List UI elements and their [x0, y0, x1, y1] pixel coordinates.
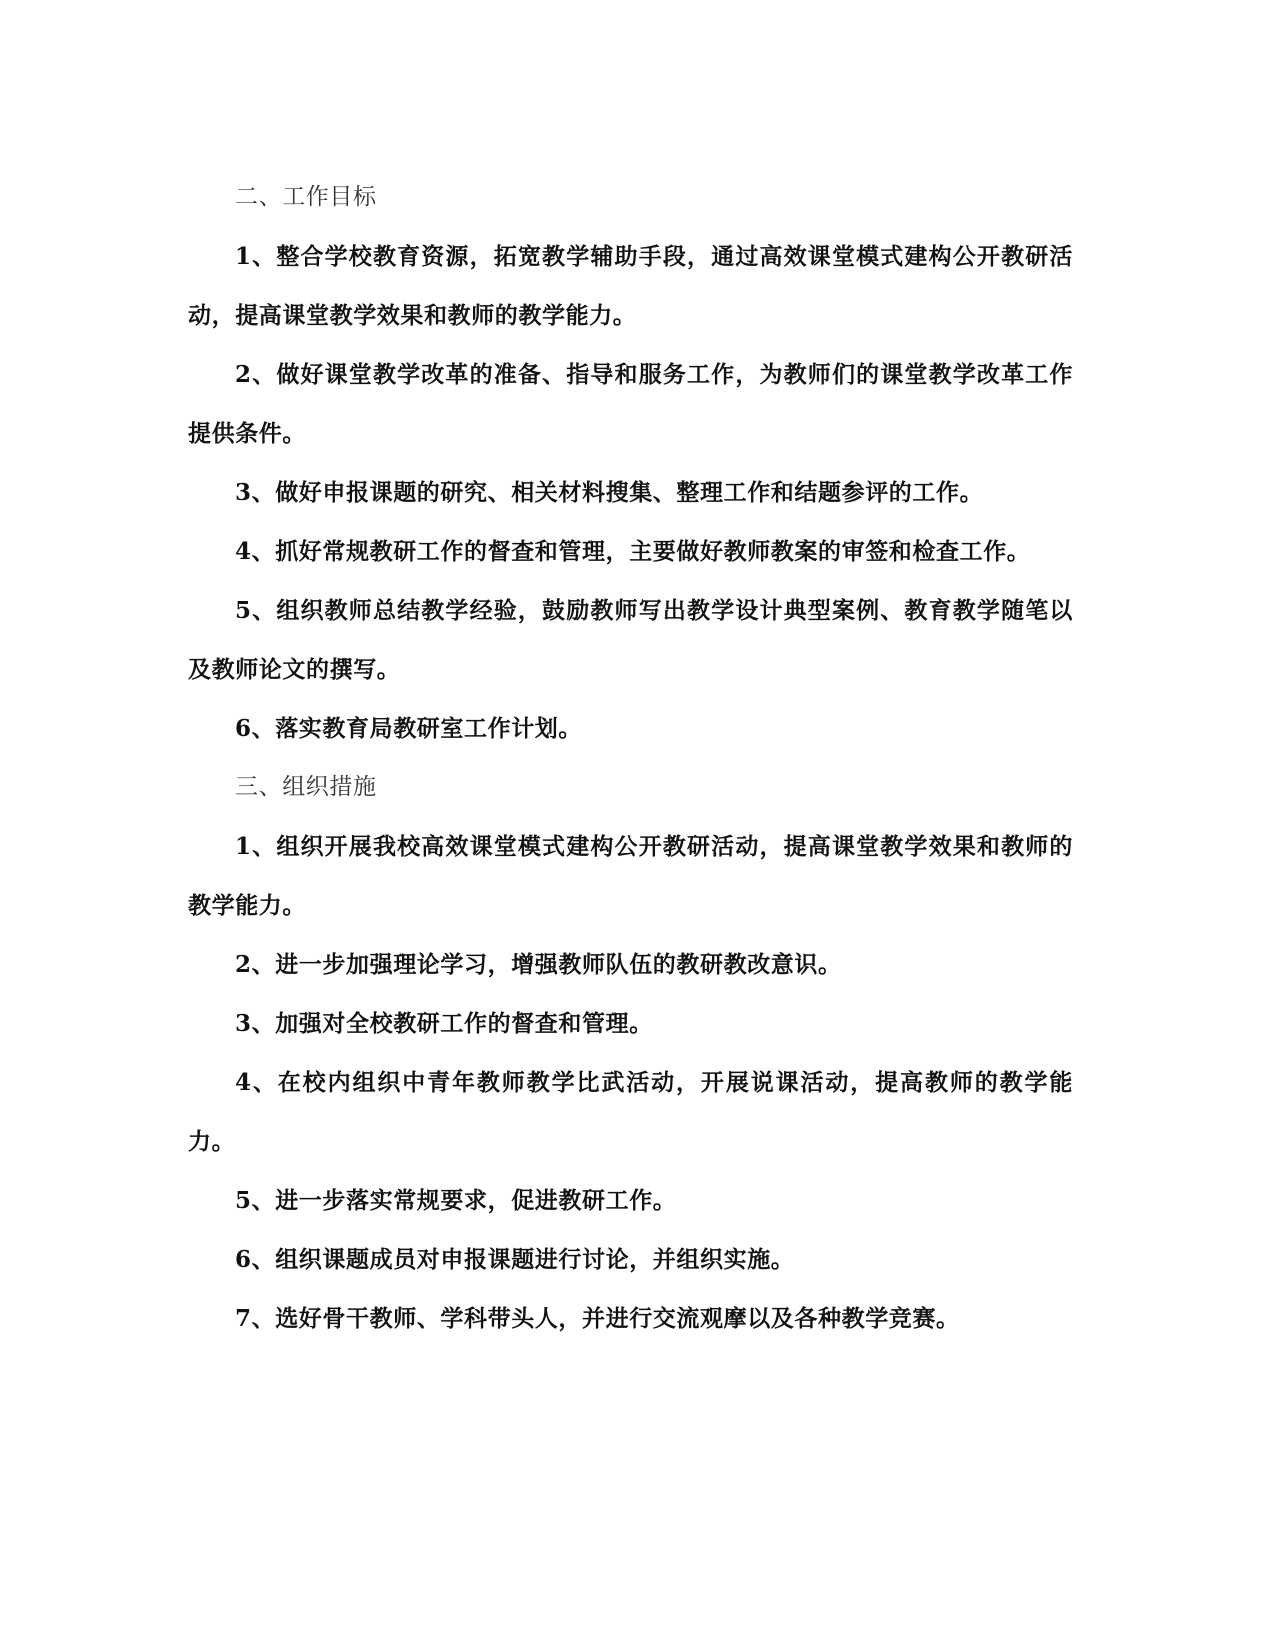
measure-item-2: 2、进一步加强理论学习，增强教师队伍的教研教改意识。 [235, 951, 842, 978]
section-heading-work-goals: 二、工作目标 [235, 184, 377, 210]
goal-item-5: 5、组织教师总结教学经验，鼓励教师写出教学设计典型案例、教育教学随笔以及教师论文的撰写。 [188, 597, 1073, 683]
goal-item-1: 1、整合学校教育资源，拓宽教学辅助手段，通过高效课堂模式建构公开教研活动，提高课堂教学效果和教师的教学能力。 [188, 243, 1073, 329]
measure-item-1: 1、组织开展我校高效课堂模式建构公开教研活动，提高课堂教学效果和教师的教学能力。 [188, 833, 1073, 919]
goal-item-6: 6、落实教育局教研室工作计划。 [235, 715, 583, 742]
document-body [188, 168, 1073, 1348]
measure-item-4: 4、在校内组织中青年教师教学比武活动，开展说课活动，提高教师的教学能力。 [188, 1069, 1073, 1155]
measure-item-3: 3、加强对全校教研工作的督查和管理。 [235, 1010, 653, 1037]
goal-item-3: 3、做好申报课题的研究、相关材料搜集、整理工作和结题参评的工作。 [235, 479, 984, 506]
measure-item-6: 6、组织课题成员对申报课题进行讨论，并组织实施。 [235, 1246, 795, 1273]
measure-item-5: 5、进一步落实常规要求，促进教研工作。 [235, 1187, 677, 1214]
goal-item-4: 4、抓好常规教研工作的督查和管理，主要做好教师教案的审签和检查工作。 [235, 538, 1031, 565]
section-heading-measures: 三、组织措施 [235, 774, 377, 800]
goal-item-2: 2、做好课堂教学改革的准备、指导和服务工作，为教师们的课堂教学改革工作提供条件。 [188, 361, 1073, 447]
measure-item-7: 7、选好骨干教师、学科带头人，并进行交流观摩以及各种教学竞赛。 [235, 1305, 960, 1332]
